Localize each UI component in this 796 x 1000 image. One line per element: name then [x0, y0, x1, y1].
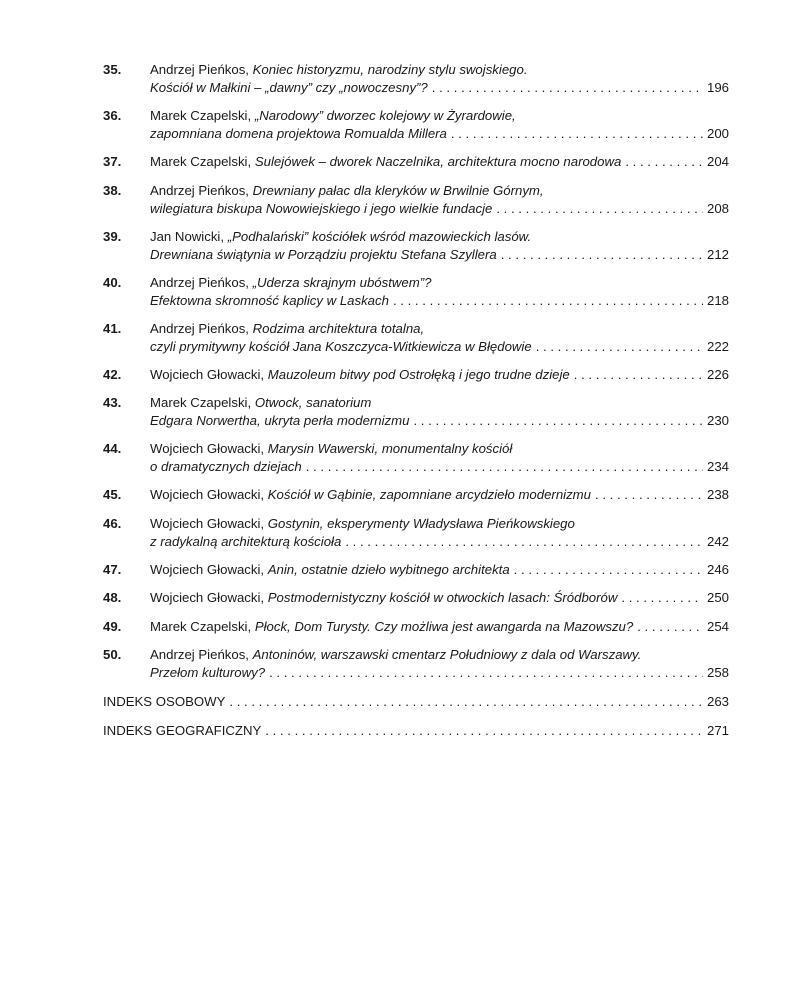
dot-leader — [514, 561, 703, 579]
dot-leader — [432, 79, 703, 97]
dot-leader — [306, 458, 703, 476]
entry-body — [150, 107, 729, 143]
dot-leader — [625, 153, 703, 171]
entry-line — [150, 440, 729, 458]
toc-entry — [103, 440, 729, 476]
page-number: 200 — [706, 126, 729, 141]
entry-title: Koniec historyzmu, narodziny stylu swojskiego. — [252, 62, 528, 77]
index-entry — [103, 722, 729, 740]
toc-entry — [103, 394, 729, 430]
entry-number: 43. — [103, 395, 122, 410]
dot-leader — [574, 366, 703, 384]
index-label: INDEKS GEOGRAFICZNY — [103, 723, 262, 738]
entry-body — [150, 366, 729, 384]
entry-title-continued: Efektowna skromność kaplicy w Laskach — [150, 292, 389, 308]
entry-body — [150, 394, 729, 430]
page-number: 238 — [706, 487, 729, 502]
page-number: 246 — [706, 561, 729, 577]
entry-body — [150, 589, 729, 607]
entry-text — [150, 366, 570, 384]
entry-title: „Podhalański” kościółek wśród mazowieckich lasów. — [227, 228, 532, 244]
entry-number: 38. — [103, 182, 122, 198]
entry-line — [150, 228, 729, 246]
entry-number: 39. — [103, 228, 122, 244]
entry-number: 48. — [103, 590, 122, 605]
entry-title-continued: Drewniana świątynia w Porządziu projektu Stefana Szyllera — [150, 246, 497, 262]
entry-body — [150, 561, 729, 579]
entry-line — [150, 515, 729, 533]
entry-line — [150, 182, 729, 200]
toc-entry — [103, 515, 729, 551]
entry-title: Otwock, sanatorium — [254, 395, 372, 410]
entry-line — [150, 107, 729, 125]
entry-body — [150, 646, 729, 682]
entry-title: „Uderza skrajnym ubóstwem”? — [252, 274, 432, 290]
entry-number: 36. — [103, 108, 122, 123]
entry-title: Płock, Dom Turysty. Czy możliwa jest awangarda na Mazowszu? — [254, 618, 634, 634]
entry-line — [150, 486, 729, 504]
entry-author: Wojciech Głowacki, — [150, 515, 268, 531]
toc-entry — [103, 486, 729, 504]
entry-title-continued: Kościół w Małkini – „dawny” czy „nowoczesny”? — [150, 80, 428, 95]
entry-author: Andrzej Pieńkos, — [150, 647, 253, 662]
page-number: 250 — [706, 590, 729, 605]
entry-line — [150, 561, 729, 579]
index-label: INDEKS OSOBOWY — [103, 694, 226, 709]
entry-title: Rodzima architektura totalna, — [252, 320, 425, 336]
entry-title: Mauzoleum bitwy pod Ostrołęką i jego trudne dzieje — [267, 366, 570, 382]
entry-title-continued: z radykalną architekturą kościoła — [150, 533, 342, 549]
entry-title-continued: o dramatycznych dziejach — [150, 459, 302, 474]
entry-line — [150, 200, 729, 218]
entry-author: Wojciech Głowacki, — [150, 590, 268, 605]
page-number: 204 — [706, 154, 729, 169]
entry-number: 49. — [103, 618, 122, 634]
dot-leader — [393, 292, 703, 310]
toc-entry — [103, 107, 729, 143]
dot-leader — [536, 338, 703, 356]
entry-author: Wojciech Głowacki, — [150, 487, 268, 502]
entry-title: Drewniany pałac dla kleryków w Brwilnie Górnym, — [252, 182, 544, 198]
entry-line — [150, 61, 729, 79]
entry-number: 40. — [103, 274, 122, 290]
entry-title-continued: wilegiatura biskupa Nowowiejskiego i jego wielkie fundacje — [150, 200, 493, 216]
entry-number: 47. — [103, 561, 122, 577]
entry-title: Anin, ostatnie dzieło wybitnego architekta — [267, 561, 510, 577]
entry-line — [150, 533, 729, 551]
entry-line — [150, 79, 729, 97]
entry-author: Marek Czapelski, — [150, 618, 255, 634]
entry-title: Sulejówek – dworek Naczelnika, architektura mocno narodowa — [254, 154, 622, 169]
entry-author: Andrzej Pieńkos, — [150, 182, 253, 198]
entry-text — [150, 561, 510, 579]
entry-title: Kościół w Gąbinie, zapomniane arcydzieło modernizmu — [267, 487, 591, 502]
toc-entry — [103, 182, 729, 218]
page-number: 222 — [706, 338, 729, 354]
entry-number: 35. — [103, 62, 122, 77]
entry-author: Marek Czapelski, — [150, 395, 255, 410]
page-number: 208 — [706, 200, 729, 216]
entry-title: Antoninów, warszawski cmentarz Południowy z dala od Warszawy. — [252, 647, 642, 662]
entry-body — [150, 61, 729, 97]
page-number: 242 — [706, 533, 729, 549]
entry-number: 37. — [103, 154, 122, 169]
dot-leader — [496, 200, 703, 218]
entry-text — [150, 153, 621, 171]
entry-line — [150, 153, 729, 171]
dot-leader — [451, 125, 703, 143]
entry-title: „Narodowy” dworzec kolejowy w Żyrardowie, — [254, 108, 516, 123]
toc-entry — [103, 589, 729, 607]
dot-leader — [265, 722, 703, 740]
page-number: 212 — [706, 246, 729, 262]
entry-line — [150, 338, 729, 356]
dot-leader — [413, 412, 703, 430]
entry-author: Wojciech Głowacki, — [150, 561, 268, 577]
entry-number: 41. — [103, 320, 122, 336]
entry-title-continued: zapomniana domena projektowa Romualda Millera — [150, 126, 447, 141]
entry-line — [150, 412, 729, 430]
entry-line — [150, 458, 729, 476]
entry-body — [150, 228, 729, 264]
entry-line — [150, 646, 729, 664]
entry-title-continued: Edgara Norwertha, ukryta perła modernizmu — [150, 413, 410, 428]
dot-leader — [345, 533, 703, 551]
page-number: 230 — [706, 413, 729, 428]
entry-author: Wojciech Głowacki, — [150, 441, 268, 456]
dot-leader — [269, 664, 703, 682]
toc-entry — [103, 228, 729, 264]
entry-text — [150, 589, 617, 607]
entry-number: 46. — [103, 515, 122, 531]
entry-author: Wojciech Głowacki, — [150, 366, 268, 382]
entry-body — [150, 440, 729, 476]
entry-author: Andrzej Pieńkos, — [150, 62, 253, 77]
entry-line — [150, 320, 729, 338]
entry-number: 50. — [103, 647, 122, 662]
entry-author: Jan Nowicki, — [150, 228, 228, 244]
page-number: 258 — [706, 665, 729, 680]
page-number: 226 — [706, 366, 729, 382]
dot-leader — [501, 246, 703, 264]
entry-author: Marek Czapelski, — [150, 154, 255, 169]
entry-line — [150, 394, 729, 412]
entry-text — [150, 618, 633, 636]
toc-entry — [103, 153, 729, 171]
entry-body — [150, 182, 729, 218]
entry-number: 44. — [103, 441, 122, 456]
index-entry — [103, 693, 729, 711]
entry-author: Andrzej Pieńkos, — [150, 274, 253, 290]
dot-leader — [595, 486, 703, 504]
entry-title: Gostynin, eksperymenty Władysława Pieńkowskiego — [267, 515, 575, 531]
entry-line — [150, 366, 729, 384]
dot-leader — [229, 693, 703, 711]
entry-title: Marysin Wawerski, monumentalny kościół — [267, 441, 513, 456]
entry-line — [150, 274, 729, 292]
entry-author: Andrzej Pieńkos, — [150, 320, 253, 336]
entry-line — [150, 292, 729, 310]
dot-leader — [637, 618, 703, 636]
entry-body — [150, 515, 729, 551]
entry-line — [150, 618, 729, 636]
entry-body — [150, 153, 729, 171]
entry-body — [150, 618, 729, 636]
entry-line — [150, 246, 729, 264]
toc-entry — [103, 561, 729, 579]
entry-body — [150, 320, 729, 356]
entry-number: 42. — [103, 366, 122, 382]
dot-leader — [621, 589, 703, 607]
entry-body — [150, 486, 729, 504]
toc-entry — [103, 646, 729, 682]
page-number: 254 — [706, 618, 729, 634]
entry-line — [150, 589, 729, 607]
entry-title-continued: Przełom kulturowy? — [150, 665, 266, 680]
toc-entry — [103, 618, 729, 636]
page-number: 271 — [706, 723, 729, 738]
entry-title: Postmodernistyczny kościół w otwockich lasach: Śródborów — [267, 590, 618, 605]
page-number: 196 — [706, 80, 729, 95]
toc-entry — [103, 274, 729, 310]
entry-title-continued: czyli prymitywny kościół Jana Koszczyca-Witkiewicza w Błędowie — [150, 338, 532, 354]
page-number: 218 — [706, 292, 729, 308]
toc-entry — [103, 366, 729, 384]
entry-author: Marek Czapelski, — [150, 108, 255, 123]
entry-line — [150, 125, 729, 143]
entry-number: 45. — [103, 487, 122, 502]
page-number: 263 — [706, 694, 729, 709]
toc-entry — [103, 61, 729, 97]
entry-line — [150, 664, 729, 682]
entry-body — [150, 274, 729, 310]
page-number: 234 — [706, 459, 729, 474]
entry-text — [150, 486, 591, 504]
toc-entry — [103, 320, 729, 356]
table-of-contents — [103, 61, 729, 740]
